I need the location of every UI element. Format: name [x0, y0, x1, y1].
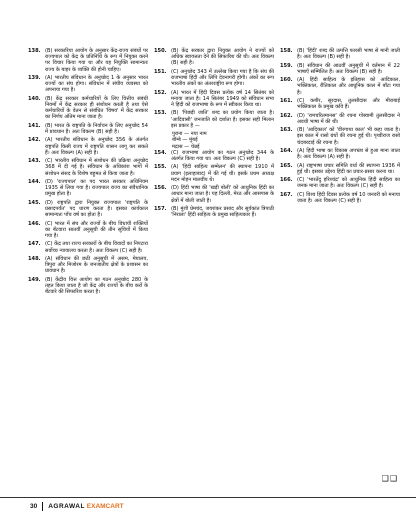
answer-text: (C) अनुच्छेद 343 में उल्लेख किया गया है कि संघ की राजभाषा हिंदी और लिपि देवनागरी होगी। अंकों का रूप भारतीय अंकों का अंतरराष्ट्रीय रूप होगा। [171, 68, 274, 88]
answer-text: (C) भारतीय संविधान में संशोधन की प्रक्रिया अनुच्छेद 368 में दी गई है। संविधान के अधिकांश भागों में संशोधन संसद के विशेष बहुमत से किया जाता है। [45, 158, 148, 177]
question-number: 145. [28, 199, 41, 206]
answer-text: (B) केंद्र सरकार द्वारा नियुक्त आयोग ने राज्यों को अधिक स्वायत्तता देने की सिफारिश की थी। अतः विकल्प (B) सही है। [171, 48, 274, 67]
question-number: 158. [280, 48, 293, 54]
answer-item [28, 96, 148, 121]
footer-divider [42, 502, 43, 511]
question-number: 156. [154, 185, 167, 192]
answer-item [28, 277, 148, 296]
answer-item [28, 256, 148, 275]
question-number: 151. [154, 68, 167, 75]
answer-page [28, 48, 400, 488]
question-number: 143. [28, 158, 41, 165]
answer-subline: पुराना — नया नाम [172, 131, 207, 138]
answer-text: (B) भारत के राष्ट्रपति के निर्वाचन के लिए अनुच्छेद 54 में प्रावधान है। अतः विकल्प (B) सही है। [45, 122, 148, 135]
answer-text: (C) विश्व हिंदी दिवस प्रत्येक वर्ष 10 जनवरी को मनाया जाता है। अतः विकल्प (C) सही है। [297, 191, 400, 204]
answer-item [154, 110, 274, 129]
question-number: 144. [28, 178, 41, 185]
answer-item [280, 192, 400, 204]
question-number: 150. [154, 48, 167, 54]
answer-item [280, 113, 400, 125]
answer-item [28, 48, 148, 73]
answer-text: (A) हिंदी साहित्य के इतिहास को आदिकाल, भक्तिकाल, रीतिकाल और आधुनिक काल में बाँटा गया है। [297, 77, 400, 96]
column-2 [154, 48, 274, 298]
question-number: 154. [154, 149, 167, 156]
answer-item [280, 127, 400, 146]
answer-text: (B) केंद्र सरकार कर्मचारियों के लिए वित्तीय संबंधी नियमों में केंद्र सरकार ही संशोधन करती है तथा ऐसे कर्मचारियों के वेतन से संबंधित 'विषय' में केंद्र सरकार का निर्णय अंतिम माना जाता है। [45, 95, 148, 121]
answer-text: (A) भारत में हिंदी दिवस प्रत्येक वर्ष 14 सितंबर को मनाया जाता है। 14 सितंबर 1949 को संविधान सभा ने हिंदी को राजभाषा के रूप में स्वीकार किया था। [171, 89, 274, 108]
answer-item [280, 48, 400, 60]
end-marker: ❑❑ [381, 474, 398, 483]
page-number: 30 [30, 503, 38, 510]
question-number: 139. [28, 75, 41, 81]
question-number: 153. [154, 110, 167, 117]
question-number: 149. [28, 276, 41, 283]
footer-content [30, 502, 124, 511]
answer-text: (B) 'हिंदी' शब्द की उत्पत्ति फारसी भाषा से मानी जाती है। अतः विकल्प (B) सही है। [297, 48, 400, 61]
answer-text: (C) 'भारतेंदु हरिश्चंद्र' को आधुनिक हिंदी साहित्य का जनक माना जाता है। अतः विकल्प (C) सही है। [297, 177, 400, 190]
answer-item [280, 177, 400, 189]
answer-item [154, 185, 274, 204]
answer-text: (A) भारतीय संविधान के अनुच्छेद 356 के अंतर्गत राष्ट्रपति किसी राज्य में राष्ट्रपति शासन लागू कर सकते हैं। अतः विकल्प (A) सही है। [45, 137, 148, 156]
answer-text: (A) राष्ट्रभाषा प्रचार समिति वर्धा की स्थापना 1936 में हुई थी। इसका उद्देश्य हिंदी का प्रचार-प्रसार करना था। [297, 162, 400, 175]
answer-item [154, 150, 274, 162]
answer-item [28, 158, 148, 177]
question-number: 161. [280, 97, 293, 104]
answer-item [28, 179, 148, 198]
answer-item [280, 77, 400, 96]
answer-item [28, 137, 148, 156]
question-number: 162. [280, 112, 293, 119]
answer-text: (D) 'राज्यपाल' का पद भारत सरकार अधिनियम 1935 से लिया गया है। राज्यपाल राज्य का संवैधानिक प्रमुख होता है। [45, 178, 148, 198]
question-number: 166. [280, 177, 293, 184]
answer-item [280, 63, 400, 75]
question-number: 165. [280, 162, 293, 169]
answer-text: (D) हिंदी भाषा की 'खड़ी बोली' को आधुनिक हिंदी का आधार माना जाता है। यह दिल्ली, मेरठ और आसपास के क्षेत्रों में बोली जाती है। [171, 185, 274, 204]
brand-main: AGRAWAL [48, 503, 85, 510]
question-number: 142. [28, 137, 41, 144]
answer-text: (B) मुंशी प्रेमचंद, जयशंकर प्रसाद और सूर्यकांत त्रिपाठी 'निराला' हिंदी साहित्य के प्रमुख साहित्यकार हैं। [171, 205, 274, 219]
answer-columns [28, 48, 400, 298]
answer-text: (A) भारतीय संविधान के अनुच्छेद 1 के अनुसार भारत राज्यों का संघ होगा। संविधान में संघीय व्यवस्था को अपनाया गया है। [45, 75, 148, 94]
answer-item [28, 200, 148, 219]
question-number: 167. [280, 191, 293, 198]
question-number: 160. [280, 77, 293, 84]
answer-item [28, 123, 148, 135]
question-number: 155. [154, 164, 167, 171]
answer-item [28, 75, 148, 94]
answer-text: (C) भारत में संघ और राज्यों के बीच विधायी शक्तियों का बँटवारा सातवीं अनुसूची की तीन सूचियों में किया गया है। [45, 220, 148, 239]
answer-item [154, 90, 274, 109]
answer-text: (D) 'रामचरितमानस' की रचना गोस्वामी तुलसीदास ने अवधी भाषा में की थी। [297, 112, 400, 125]
brand-accent: EXAMCART [86, 503, 124, 510]
page-footer [0, 497, 416, 518]
answer-text: (B) 'आदिकाल' को 'वीरगाथा काल' भी कहा जाता है। इस काल में रासो ग्रंथों की रचना हुई थी। पृथ्वीराज रासो चंदबरदाई की रचना है। [297, 127, 400, 146]
column-3 [280, 48, 400, 298]
answer-item [28, 221, 148, 240]
question-number: 164. [280, 147, 293, 154]
answer-text: (C) राजभाषा आयोग का गठन अनुच्छेद 344 के अंतर्गत किया गया था। अतः विकल्प (C) सही है। [171, 149, 274, 162]
answer-item [28, 241, 148, 253]
answer-item [154, 164, 274, 183]
answer-subline: बॉम्बे — मुंबई [172, 137, 198, 144]
publisher-brand [48, 503, 123, 510]
question-number: 141. [28, 122, 41, 129]
answer-item [280, 98, 400, 110]
answer-text: (B) सरकारिया आयोग के अनुसार केंद्र-राज्य संबंधों पर राज्यपाल को केंद्र के प्रतिनिधि के रूप में नियुक्त करने पर विचार किया गया था और यह नियुक्ति सामान्यतः राज्य के बाहर के व्यक्ति की होनी चाहिए। [45, 48, 148, 73]
question-number: 159. [280, 62, 293, 69]
question-number: 147. [28, 241, 41, 248]
answer-item [154, 69, 274, 88]
answer-text: (C) कबीर, सूरदास, तुलसीदास और मीराबाई भक्तिकाल के प्रमुख कवि हैं। [297, 97, 400, 111]
answer-item [154, 206, 274, 218]
answer-text: (A) 'हिंदी साहित्य सम्मेलन' की स्थापना 1910 में प्रयाग (इलाहाबाद) में की गई थी। इसके प्रथम अध्यक्ष मदन मोहन मालवीय थे। [171, 164, 274, 183]
answer-subline: मद्रास — चेन्नई [172, 143, 200, 150]
question-number: 163. [280, 127, 293, 134]
answer-text: (D) राष्ट्रपति द्वारा नियुक्त राज्यपाल 'राष्ट्रपति के प्रसादपर्यंत' पद धारण करता है। इसका कार्यकाल सामान्यतः पाँच वर्ष का होता है। [45, 199, 148, 219]
answer-text: (B) संविधान की आठवीं अनुसूची में वर्तमान में 22 भाषाएँ सम्मिलित हैं। अतः विकल्प (B) सही है। [297, 62, 400, 75]
question-number: 148. [28, 255, 41, 262]
answer-item [280, 163, 400, 175]
question-number: 157. [154, 205, 167, 212]
answer-text: (B) केंद्रीय वित्त आयोग का गठन अनुच्छेद 280 के तहत किया जाता है जो केंद्र और राज्यों के बीच करों के बँटवारे की सिफारिश करता है। [45, 276, 148, 296]
question-number: 138. [28, 48, 41, 54]
question-number: 152. [154, 89, 167, 96]
question-number: 140. [28, 95, 41, 102]
answer-text: (B) 'पिछड़ी जाति' शब्द का प्रयोग किया जाता है। 'आदिवासी' जनजाति को दर्शाता है। इसका सही मिलान इस प्रकार है — [171, 110, 274, 129]
answer-item [280, 148, 400, 160]
answer-text: (A) हिंदी भाषा का विकास अपभ्रंश से हुआ माना जाता है। अतः विकल्प (A) सही है। [297, 147, 400, 161]
question-number: 146. [28, 220, 41, 227]
column-1 [28, 48, 148, 298]
answer-item [154, 48, 274, 67]
answer-text: (A) संविधान की छठी अनुसूची में असम, मेघालय, त्रिपुरा और मिजोरम के जनजातीय क्षेत्रों के प्रशासन का प्रावधान है। [45, 255, 148, 275]
answer-text: (C) केंद्र तथा राज्य सरकारों के बीच विवादों का निपटारा सर्वोच्च न्यायालय करता है। अतः विकल्प (C) सही है। [45, 241, 148, 254]
